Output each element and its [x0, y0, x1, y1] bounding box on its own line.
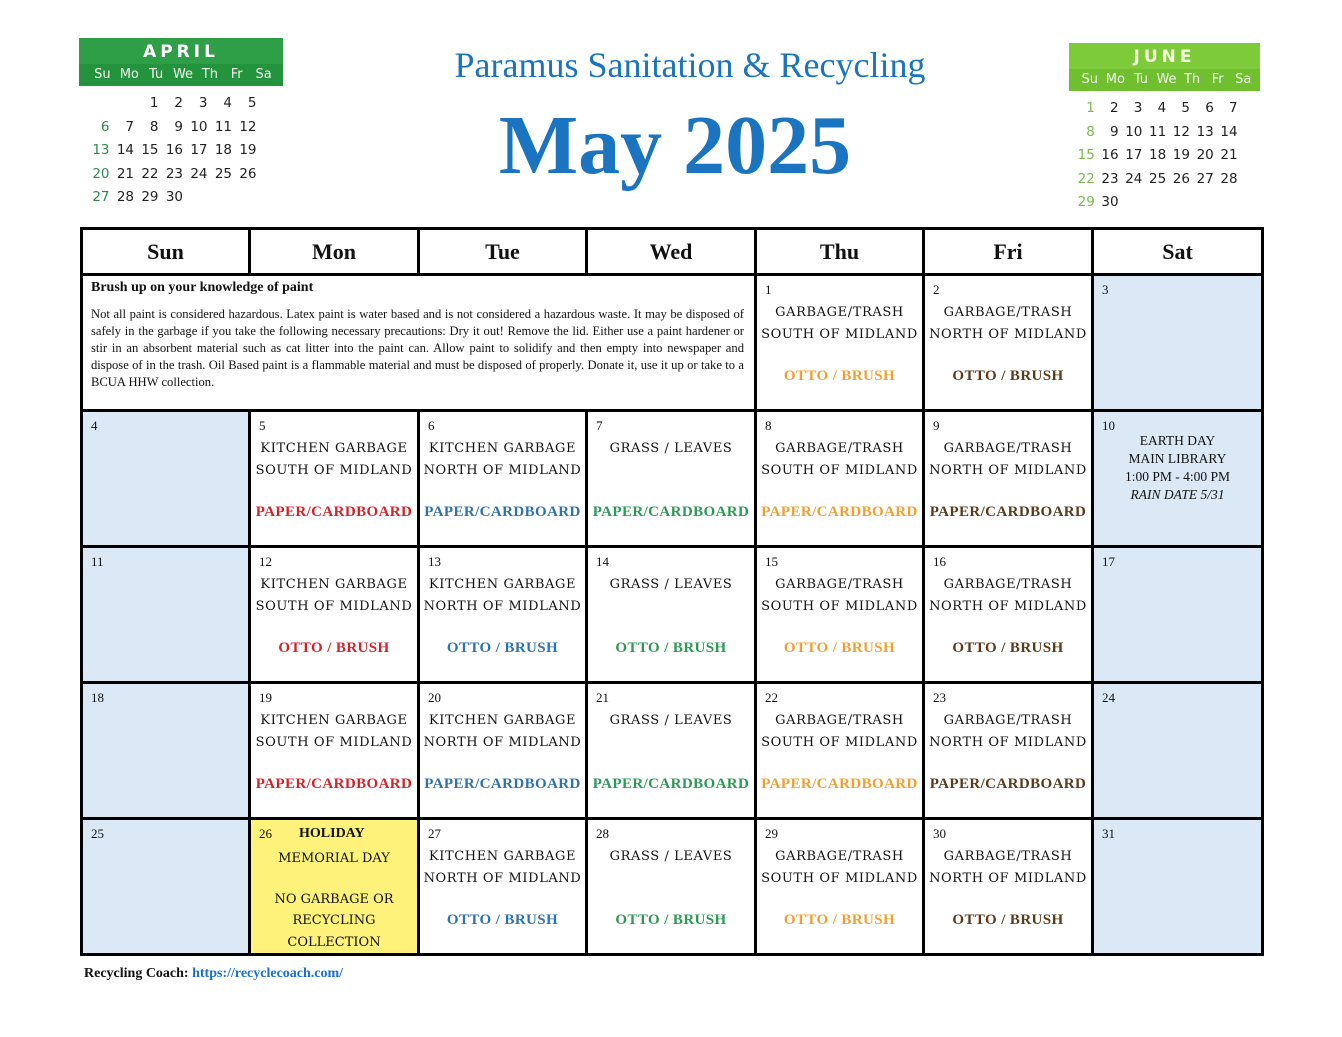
collection-type: KITCHEN GARBAGE — [428, 577, 577, 592]
collection-type: GRASS / LEAVES — [609, 441, 733, 456]
collection-type: GARBAGE/TRASH — [943, 441, 1073, 456]
mini-calendar-day: 24 — [190, 165, 208, 182]
recycling-pickup: PAPER/CARDBOARD — [424, 504, 581, 520]
collection-area: SOUTH OF MIDLAND — [761, 734, 918, 750]
recycling-pickup: PAPER/CARDBOARD — [255, 776, 413, 792]
mini-calendar-weekdays — [79, 64, 283, 86]
day-cell — [924, 275, 1093, 411]
mini-calendar-day: 16 — [165, 142, 183, 158]
day-cell — [1093, 275, 1263, 411]
collection-area: NORTH OF MIDLAND — [423, 462, 582, 478]
mini-calendar-day: 14 — [116, 142, 134, 158]
collection-type: GRASS / LEAVES — [609, 577, 733, 592]
day-cell — [587, 683, 756, 819]
weekday-label: Mo — [1105, 72, 1125, 87]
day-cell — [756, 819, 924, 955]
mini-calendar-day: 7 — [125, 118, 134, 135]
collection-type: GARBAGE/TRASH — [943, 305, 1073, 320]
mini-calendar-day: 5 — [247, 95, 257, 111]
day-number: 27 — [428, 826, 441, 841]
mini-calendar-day: 12 — [1172, 123, 1190, 140]
mini-calendar-day: 6 — [1205, 100, 1214, 116]
recycling-pickup: OTTO / BRUSH — [446, 640, 559, 656]
day-number: 22 — [765, 690, 778, 705]
mini-calendar-day: 13 — [1196, 123, 1214, 140]
collection-type: GARBAGE/TRASH — [775, 441, 904, 456]
weekday-label: Fr — [1211, 72, 1224, 87]
mini-calendar-day: 22 — [141, 165, 159, 182]
recycle-coach-link[interactable]: https://recyclecoach.com/ — [192, 966, 344, 981]
recycling-pickup: PAPER/CARDBOARD — [592, 504, 750, 520]
mini-calendar-day: 7 — [1228, 100, 1238, 116]
mini-calendar-day: 9 — [174, 118, 183, 135]
week-row — [82, 411, 1263, 547]
mini-calendar-day — [1123, 191, 1147, 215]
day-cell — [419, 683, 587, 819]
mini-calendar-day: 15 — [141, 142, 159, 158]
mini-calendar-day: 27 — [92, 189, 110, 205]
recycling-pickup: OTTO / BRUSH — [783, 912, 896, 928]
day-number: 5 — [259, 418, 266, 433]
recycling-pickup: OTTO / BRUSH — [278, 640, 390, 656]
collection-area: SOUTH OF MIDLAND — [255, 734, 413, 750]
mini-calendar-day — [187, 186, 212, 210]
week-row — [82, 547, 1263, 683]
mini-calendar-day: 8 — [149, 118, 159, 135]
mini-calendar-day: 18 — [214, 142, 232, 158]
mini-calendar-day: 24 — [1125, 170, 1143, 187]
mini-calendar-day: 13 — [92, 142, 110, 158]
mini-calendar-day: 17 — [1125, 147, 1143, 163]
mini-calendar-day: 16 — [1101, 147, 1119, 163]
day-cell — [250, 411, 419, 547]
day-cell — [419, 411, 587, 547]
day-number: 15 — [765, 554, 778, 569]
day-cell — [587, 411, 756, 547]
weekday-label: We — [1156, 72, 1177, 87]
holiday-notice: RECYCLING — [292, 913, 376, 928]
weekday-label: Th — [201, 67, 218, 82]
mini-calendar-day: 10 — [190, 118, 208, 135]
recycling-pickup: OTTO / BRUSH — [783, 640, 896, 656]
organization-title: Paramus Sanitation & Recycling — [454, 45, 926, 85]
weekday-header: Fri — [924, 229, 1093, 275]
mini-calendar-day: 20 — [1196, 147, 1214, 163]
day-cell — [756, 547, 924, 683]
mini-calendar-day: 19 — [239, 142, 257, 158]
day-number: 10 — [1102, 418, 1115, 433]
recycling-pickup: OTTO / BRUSH — [952, 368, 1064, 384]
paint-tip-body: Not all paint is considered hazardous. Latex paint is water based and is not considered a hazardous waste. It may be disposed of safely in the garbage if you take the following necessary precautions: Dry it out! Remove the lid. Either use a paint hardener or stir in an absorbent material such as cat litter into the paint can. Allow paint to solidify and then empty into newspaper and dispose of in the trash. Oil Based paint is a flammable material and must be disposed of properly. Donate it, use it up or take to a BCUA HHW collection. — [91, 307, 744, 389]
holiday-cell — [250, 819, 419, 955]
mini-calendar-day: 8 — [1086, 123, 1095, 140]
event-title: EARTH DAY — [1139, 433, 1216, 448]
mini-calendar-day: 11 — [214, 118, 232, 135]
mini-calendar-day: 14 — [1220, 123, 1238, 140]
day-number: 12 — [259, 554, 272, 569]
day-number: 26 — [259, 826, 272, 841]
mini-calendar-april — [79, 38, 283, 210]
weekday-label: Su — [1081, 72, 1099, 87]
paint-tip-title: Brush up on your knowledge of paint — [91, 280, 314, 295]
mini-calendar-weekdays — [1069, 69, 1260, 91]
event-rain-date: RAIN DATE 5/31 — [1130, 487, 1225, 502]
event-time: 1:00 PM - 4:00 PM — [1124, 469, 1231, 484]
day-number: 19 — [259, 690, 272, 705]
mini-calendar-day: 18 — [1149, 147, 1167, 163]
recycling-pickup: PAPER/CARDBOARD — [255, 504, 413, 520]
collection-area: SOUTH OF MIDLAND — [761, 598, 918, 614]
mini-calendar-day: 25 — [214, 165, 232, 182]
day-number: 28 — [596, 826, 609, 841]
mini-calendar-day: 28 — [1220, 170, 1238, 187]
day-number: 31 — [1102, 826, 1115, 841]
mini-calendar-day — [1194, 191, 1218, 215]
mini-calendar-day: 9 — [1110, 123, 1119, 140]
collection-type: KITCHEN GARBAGE — [260, 577, 408, 592]
day-cell — [924, 547, 1093, 683]
paint-tip-cell — [82, 275, 756, 411]
day-cell — [1093, 819, 1263, 955]
day-cell — [1093, 411, 1263, 547]
collection-area: NORTH OF MIDLAND — [929, 326, 1087, 342]
mini-calendar-day: 5 — [1181, 100, 1190, 116]
day-cell — [756, 275, 924, 411]
holiday-label: HOLIDAY — [299, 826, 365, 841]
day-cell — [1093, 547, 1263, 683]
mini-calendar-day: 23 — [165, 165, 183, 182]
day-cell — [587, 819, 756, 955]
day-number: 25 — [91, 826, 104, 841]
collection-type: GRASS / LEAVES — [609, 849, 733, 864]
mini-calendar-day: 22 — [1077, 170, 1095, 187]
collection-area: NORTH OF MIDLAND — [423, 870, 582, 886]
recycling-pickup: OTTO / BRUSH — [615, 912, 727, 928]
mini-calendar-month: APRIL — [79, 38, 283, 64]
weekday-header: Mon — [250, 229, 419, 275]
weekday-header: Sat — [1093, 229, 1263, 275]
mini-calendar-day: 2 — [1110, 100, 1119, 116]
page-title: May 2025 — [498, 99, 852, 192]
collection-type: GARBAGE/TRASH — [775, 849, 904, 864]
mini-calendar-day — [212, 186, 237, 210]
day-number: 1 — [765, 282, 772, 297]
recycling-pickup: OTTO / BRUSH — [952, 640, 1064, 656]
day-cell — [587, 547, 756, 683]
day-number: 13 — [428, 554, 441, 569]
collection-area: SOUTH OF MIDLAND — [761, 870, 918, 886]
mini-calendar-day: 26 — [239, 165, 257, 182]
recycling-pickup: OTTO / BRUSH — [615, 640, 727, 656]
mini-calendar-day — [1170, 191, 1194, 215]
mini-calendar-day: 20 — [92, 165, 110, 182]
mini-calendar-day: 27 — [1196, 170, 1214, 187]
holiday-name: MEMORIAL DAY — [278, 851, 390, 866]
holiday-notice: COLLECTION — [287, 934, 381, 950]
collection-area: SOUTH OF MIDLAND — [761, 326, 918, 342]
weekday-label: Sa — [1235, 72, 1252, 87]
weekday-header: Sun — [82, 229, 250, 275]
day-cell — [756, 683, 924, 819]
week-row — [82, 275, 1263, 411]
weekday-label: Mo — [119, 67, 139, 82]
mini-calendar-day — [236, 186, 261, 210]
mini-calendar-day: 29 — [141, 189, 159, 205]
day-number: 18 — [91, 690, 104, 705]
day-cell — [419, 819, 587, 955]
recycling-pickup: PAPER/CARDBOARD — [424, 776, 581, 792]
mini-calendar-day: 30 — [165, 189, 183, 205]
mini-calendar-day: 12 — [239, 118, 257, 135]
collection-area: NORTH OF MIDLAND — [929, 462, 1087, 478]
recycling-pickup: PAPER/CARDBOARD — [929, 776, 1087, 792]
weekday-label: We — [172, 67, 194, 82]
mini-calendar-june — [1069, 43, 1260, 215]
recycling-pickup: PAPER/CARDBOARD — [761, 504, 918, 520]
collection-area: NORTH OF MIDLAND — [929, 870, 1087, 886]
day-cell — [250, 547, 419, 683]
recycling-pickup: PAPER/CARDBOARD — [761, 776, 918, 792]
day-number: 7 — [596, 418, 603, 433]
recycling-pickup: PAPER/CARDBOARD — [592, 776, 750, 792]
mini-calendar-day: 4 — [1157, 100, 1167, 116]
collection-area: SOUTH OF MIDLAND — [255, 598, 413, 614]
mini-calendar-day: 15 — [1077, 147, 1095, 163]
weekday-label: Su — [94, 67, 111, 82]
recycling-pickup: PAPER/CARDBOARD — [929, 504, 1087, 520]
mini-calendar-day: 23 — [1101, 170, 1119, 187]
month-calendar — [80, 227, 1264, 956]
collection-area: NORTH OF MIDLAND — [929, 598, 1087, 614]
mini-calendar-day: 25 — [1149, 170, 1167, 187]
holiday-notice: NO GARBAGE OR — [274, 891, 394, 907]
mini-calendar-day: 1 — [149, 95, 159, 111]
day-cell — [82, 547, 250, 683]
day-cell — [82, 819, 250, 955]
recycling-pickup: OTTO / BRUSH — [446, 912, 559, 928]
collection-type: GARBAGE/TRASH — [943, 577, 1073, 592]
day-number: 4 — [91, 418, 98, 433]
day-cell — [756, 411, 924, 547]
collection-type: KITCHEN GARBAGE — [428, 713, 577, 728]
day-number: 24 — [1102, 690, 1115, 705]
mini-calendar-day: 2 — [174, 95, 183, 111]
mini-calendar-day: 30 — [1101, 194, 1119, 210]
day-cell — [250, 683, 419, 819]
collection-type: GARBAGE/TRASH — [775, 713, 904, 728]
mini-calendar-day: 19 — [1172, 147, 1190, 163]
mini-calendar-day: 26 — [1172, 170, 1190, 187]
day-cell — [924, 411, 1093, 547]
footer — [84, 966, 343, 982]
weekday-header: Tue — [419, 229, 587, 275]
week-row — [82, 683, 1263, 819]
recycling-pickup: OTTO / BRUSH — [952, 912, 1064, 928]
day-number: 16 — [933, 554, 946, 569]
mini-calendar-month: JUNE — [1069, 43, 1260, 69]
day-number: 20 — [428, 690, 441, 705]
event-location: MAIN LIBRARY — [1128, 451, 1227, 466]
day-number: 2 — [933, 282, 940, 297]
weekday-label: Th — [1183, 72, 1201, 87]
week-row — [82, 819, 1263, 955]
collection-type: GARBAGE/TRASH — [775, 305, 904, 320]
mini-calendar-day: 11 — [1149, 123, 1167, 140]
mini-calendar-day: 10 — [1125, 123, 1143, 140]
collection-type: KITCHEN GARBAGE — [428, 849, 577, 864]
mini-calendar-day: 21 — [116, 165, 134, 182]
recycling-pickup: OTTO / BRUSH — [783, 368, 896, 384]
collection-type: GRASS / LEAVES — [609, 713, 733, 728]
day-number: 8 — [765, 418, 772, 433]
collection-type: KITCHEN GARBAGE — [428, 441, 577, 456]
mini-calendar-day: 4 — [223, 95, 232, 111]
mini-calendar-day: 3 — [1133, 100, 1143, 116]
day-number: 6 — [428, 418, 435, 433]
collection-area: NORTH OF MIDLAND — [423, 734, 582, 750]
mini-calendar-days — [1069, 97, 1260, 215]
weekday-header-row — [82, 229, 1263, 275]
collection-area: SOUTH OF MIDLAND — [761, 462, 918, 478]
weekday-label: Tu — [1133, 72, 1149, 87]
weekday-label: Fr — [230, 67, 243, 82]
collection-type: KITCHEN GARBAGE — [260, 441, 408, 456]
day-cell — [1093, 683, 1263, 819]
day-number: 11 — [91, 554, 104, 569]
collection-type: GARBAGE/TRASH — [943, 849, 1073, 864]
day-number: 30 — [933, 826, 946, 841]
day-number: 23 — [933, 690, 946, 705]
collection-area: SOUTH OF MIDLAND — [255, 462, 413, 478]
collection-area: NORTH OF MIDLAND — [423, 598, 582, 614]
day-cell — [82, 683, 250, 819]
mini-calendar-day: 3 — [198, 95, 208, 111]
day-number: 14 — [596, 554, 609, 569]
day-cell — [924, 683, 1093, 819]
mini-calendar-day — [1218, 191, 1242, 215]
day-number: 9 — [933, 418, 940, 433]
collection-area: NORTH OF MIDLAND — [929, 734, 1087, 750]
weekday-label: Sa — [255, 67, 272, 82]
mini-calendar-days — [79, 92, 283, 210]
event-earth-day — [1094, 412, 1261, 504]
day-cell — [419, 547, 587, 683]
day-number: 21 — [596, 690, 609, 705]
day-number: 29 — [765, 826, 778, 841]
collection-type: KITCHEN GARBAGE — [260, 713, 408, 728]
mini-calendar-day: 17 — [190, 142, 208, 158]
mini-calendar-day — [1146, 191, 1170, 215]
mini-calendar-day: 29 — [1077, 194, 1095, 210]
day-number: 3 — [1102, 282, 1109, 297]
weekday-header: Wed — [587, 229, 756, 275]
mini-calendar-day: 21 — [1220, 147, 1238, 163]
weekday-label: Tu — [149, 67, 164, 82]
mini-calendar-day — [89, 92, 114, 116]
weekday-header: Thu — [756, 229, 924, 275]
mini-calendar-day: 1 — [1086, 100, 1095, 116]
day-cell — [924, 819, 1093, 955]
mini-calendar-day: 6 — [100, 118, 110, 135]
mini-calendar-day: 28 — [116, 189, 134, 205]
collection-type: GARBAGE/TRASH — [775, 577, 904, 592]
mini-calendar-day — [114, 92, 139, 116]
footer-label: Recycling Coach: — [84, 966, 189, 981]
day-cell — [82, 411, 250, 547]
day-number: 17 — [1102, 554, 1115, 569]
collection-type: GARBAGE/TRASH — [943, 713, 1073, 728]
